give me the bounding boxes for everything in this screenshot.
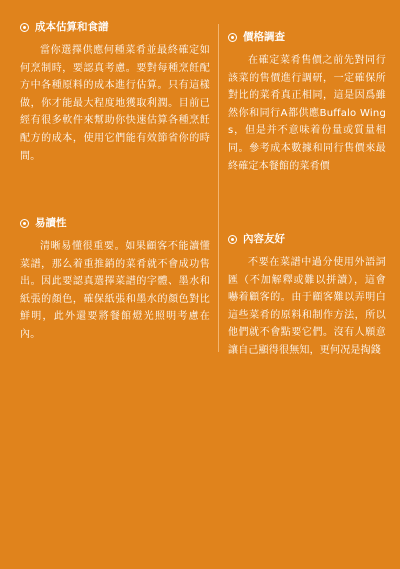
section-body: 當你選擇供應何種菜肴並最終確定如何烹制時，要認真考慮。要對每種烹飪配方中各種原料的成本進行估算。只有這樣做，你才能最大程度地獲取利潤。目前已經有很多軟件來幫助你快速估算各種烹飪配方的成本，使用它們能有效節省你的時間。 bbox=[20, 45, 210, 162]
heading-text: 內容友好 bbox=[243, 233, 285, 245]
heading-text: 成本估算和食譜 bbox=[35, 21, 109, 33]
section-cost-estimation bbox=[20, 20, 210, 165]
section-price-survey bbox=[228, 30, 386, 175]
section-heading bbox=[228, 30, 386, 44]
heading-text: 易讀性 bbox=[35, 217, 67, 229]
circle-bullet-icon bbox=[228, 33, 237, 42]
circle-bullet-icon bbox=[228, 235, 237, 244]
section-friendly-content bbox=[228, 232, 386, 360]
section-heading bbox=[20, 216, 210, 230]
circle-bullet-icon bbox=[20, 219, 29, 228]
circle-bullet-icon bbox=[20, 23, 29, 32]
section-heading bbox=[20, 20, 210, 34]
column-divider bbox=[218, 24, 219, 352]
section-body: 在確定菜肴售價之前先對同行該菜的售價進行調研，一定確保所對比的菜肴真正相同，這是因爲雖然你和同行A都供應Buffalo Wings，但是并不意味着份量或質量相同。參考成本數據和同行售價來最終確定本餐館的菜肴價 bbox=[228, 55, 386, 172]
section-body: 清晰易懂很重要。如果顧客不能讀懂菜譜，那么着重推銷的菜肴就不會成功售出。因此要認真選擇菜譜的字體、墨水和紙張的顏色，確保紙張和墨水的顏色對比鮮明，此外還要將餐館燈光照明考慮在內。 bbox=[20, 241, 210, 340]
heading-text: 價格調查 bbox=[243, 31, 285, 43]
section-body: 不要在菜譜中過分使用外語詞匯（不加解釋或難以拼讀），這會嚇着顧客的。由于顧客難以弄明白這些菜肴的原料和制作方法，所以他們就不會點要它們。沒有人願意讓自己顯得很無知，更何况是掏錢 bbox=[228, 257, 386, 356]
section-readability bbox=[20, 216, 210, 344]
section-heading bbox=[228, 232, 386, 246]
